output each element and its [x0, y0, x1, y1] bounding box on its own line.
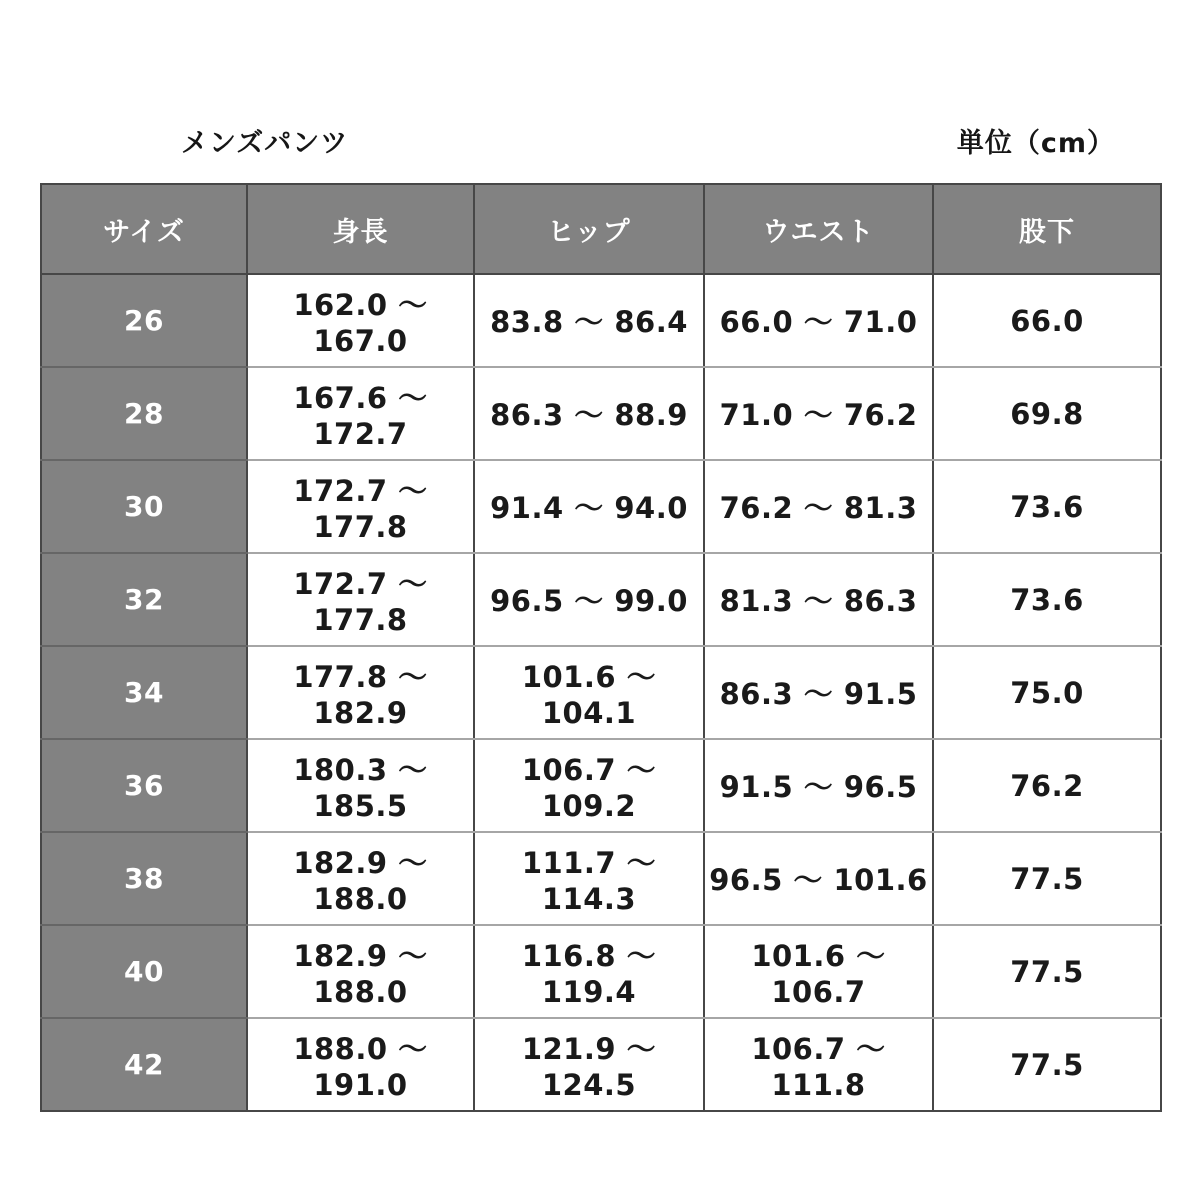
size-cell: 28 [41, 367, 247, 460]
table-row [41, 274, 1161, 367]
hip-cell: 121.9 ～ 124.5 [474, 1018, 704, 1111]
size-cell: 30 [41, 460, 247, 553]
size-cell: 36 [41, 739, 247, 832]
table-row [41, 832, 1161, 925]
height-cell: 172.7 ～ 177.8 [247, 553, 474, 646]
height-cell: 182.9 ～ 188.0 [247, 925, 474, 1018]
table-row [41, 460, 1161, 553]
inseam-cell: 76.2 [933, 739, 1161, 832]
table-row [41, 739, 1161, 832]
inseam-cell: 77.5 [933, 1018, 1161, 1111]
table-row [41, 367, 1161, 460]
waist-cell: 86.3 ～ 91.5 [704, 646, 933, 739]
height-cell: 177.8 ～ 182.9 [247, 646, 474, 739]
inseam-cell: 66.0 [933, 274, 1161, 367]
column-header-size: サイズ [41, 184, 247, 274]
column-header-height: 身長 [247, 184, 474, 274]
height-cell: 162.0 ～ 167.0 [247, 274, 474, 367]
hip-cell: 83.8 ～ 86.4 [474, 274, 704, 367]
height-cell: 172.7 ～ 177.8 [247, 460, 474, 553]
table-row [41, 646, 1161, 739]
size-cell: 40 [41, 925, 247, 1018]
hip-cell: 96.5 ～ 99.0 [474, 553, 704, 646]
waist-cell: 106.7 ～ 111.8 [704, 1018, 933, 1111]
size-cell: 34 [41, 646, 247, 739]
size-cell: 38 [41, 832, 247, 925]
inseam-cell: 69.8 [933, 367, 1161, 460]
page-title: メンズパンツ [181, 128, 349, 159]
waist-cell: 76.2 ～ 81.3 [704, 460, 933, 553]
hip-cell: 101.6 ～ 104.1 [474, 646, 704, 739]
column-header-waist: ウエスト [704, 184, 933, 274]
waist-cell: 66.0 ～ 71.0 [704, 274, 933, 367]
height-cell: 188.0 ～ 191.0 [247, 1018, 474, 1111]
hip-cell: 111.7 ～ 114.3 [474, 832, 704, 925]
size-cell: 32 [41, 553, 247, 646]
size-cell: 26 [41, 274, 247, 367]
inseam-cell: 77.5 [933, 925, 1161, 1018]
waist-cell: 101.6 ～ 106.7 [704, 925, 933, 1018]
waist-cell: 96.5 ～ 101.6 [704, 832, 933, 925]
height-cell: 167.6 ～ 172.7 [247, 367, 474, 460]
table-row [41, 925, 1161, 1018]
waist-cell: 81.3 ～ 86.3 [704, 553, 933, 646]
waist-cell: 71.0 ～ 76.2 [704, 367, 933, 460]
hip-cell: 86.3 ～ 88.9 [474, 367, 704, 460]
unit-label: 単位（cm） [956, 128, 1115, 159]
inseam-cell: 75.0 [933, 646, 1161, 739]
hip-cell: 91.4 ～ 94.0 [474, 460, 704, 553]
inseam-cell: 73.6 [933, 553, 1161, 646]
waist-cell: 91.5 ～ 96.5 [704, 739, 933, 832]
mens-pants-size-chart [40, 183, 1162, 1112]
height-cell: 182.9 ～ 188.0 [247, 832, 474, 925]
inseam-cell: 77.5 [933, 832, 1161, 925]
hip-cell: 106.7 ～ 109.2 [474, 739, 704, 832]
header-row [41, 184, 1161, 274]
column-header-hip: ヒップ [474, 184, 704, 274]
size-cell: 42 [41, 1018, 247, 1111]
table-row [41, 553, 1161, 646]
height-cell: 180.3 ～ 185.5 [247, 739, 474, 832]
inseam-cell: 73.6 [933, 460, 1161, 553]
hip-cell: 116.8 ～ 119.4 [474, 925, 704, 1018]
table-row [41, 1018, 1161, 1111]
column-header-inseam: 股下 [933, 184, 1161, 274]
